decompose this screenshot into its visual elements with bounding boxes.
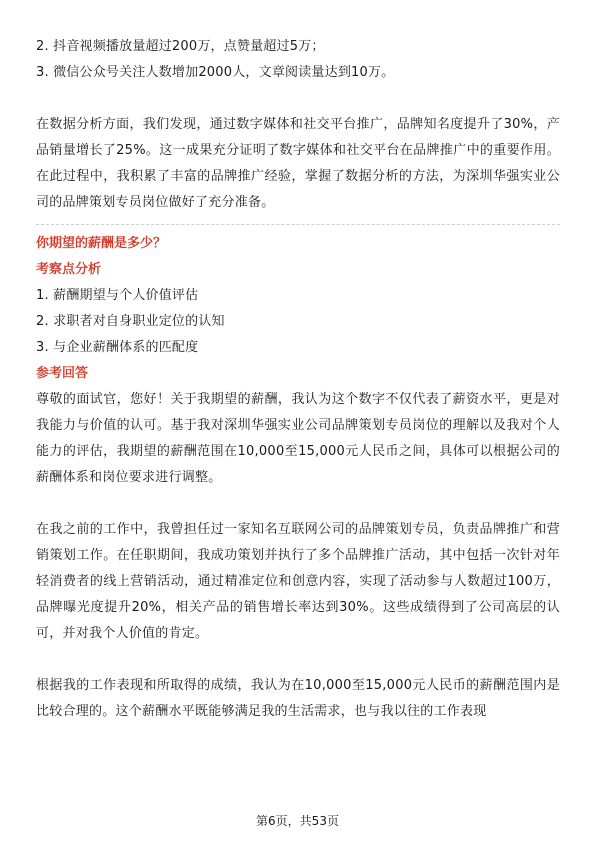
- section-divider: [36, 224, 560, 225]
- points-heading: 考察点分析: [36, 262, 102, 277]
- answer-paragraph: 尊敬的面试官，您好！关于我期望的薪酬，我认为这个数字不仅代表了薪资水平，更是对我能力与价值的认可。基于我对深圳华强实业公司品牌策划专员岗位的理解以及我对个人能力的评估，我期望的薪酬范围在10,000至15,000元人民币之间，具体可以根据公司的薪酬体系和岗位要求进行调整。: [36, 392, 560, 485]
- answer-paragraph: 根据我的工作表现和所取得的成绩，我认为在10,000至15,000元人民币的薪酬范围内是比较合理的。这个薪酬水平既能够满足我的生活需求，也与我以往的工作表现: [36, 678, 560, 719]
- question-heading: 你期望的薪酬是多少？: [36, 236, 167, 251]
- list-item: 3. 微信公众号关注人数增加2000人，文章阅读量达到10万。: [36, 65, 395, 80]
- list-item: 2. 抖音视频播放量超过200万，点赞量超过5万；: [36, 39, 325, 54]
- analysis-paragraph: 在数据分析方面，我们发现，通过数字媒体和社交平台推广，品牌知名度提升了30%，产品销量增长了25%。这一成果充分证明了数字媒体和社交平台在品牌推广中的重要作用。在此过程中，我积累了丰富的品牌推广经验，掌握了数据分析的方法，为深圳华强实业公司的品牌策划专员岗位做好了充分准备。: [36, 117, 560, 210]
- answer-paragraph: 在我之前的工作中，我曾担任过一家知名互联网公司的品牌策划专员，负责品牌推广和营销策划工作。在任职期间，我成功策划并执行了多个品牌推广活动，其中包括一次针对年轻消费者的线上营销活动，通过精准定位和创意内容，实现了活动参与人数超过100万，品牌曝光度提升20%，相关产品的销售增长率达到30%。这些成绩得到了公司高层的认可，并对我个人价值的肯定。: [36, 522, 560, 641]
- page-number: 第6页，共53页: [256, 814, 339, 828]
- list-item: 2. 求职者对自身职业定位的认知: [36, 314, 225, 329]
- answer-heading: 参考回答: [36, 366, 89, 381]
- list-item: 3. 与企业薪酬体系的匹配度: [36, 340, 199, 355]
- document-page: [36, 34, 560, 725]
- list-item: 1. 薪酬期望与个人价值评估: [36, 288, 199, 303]
